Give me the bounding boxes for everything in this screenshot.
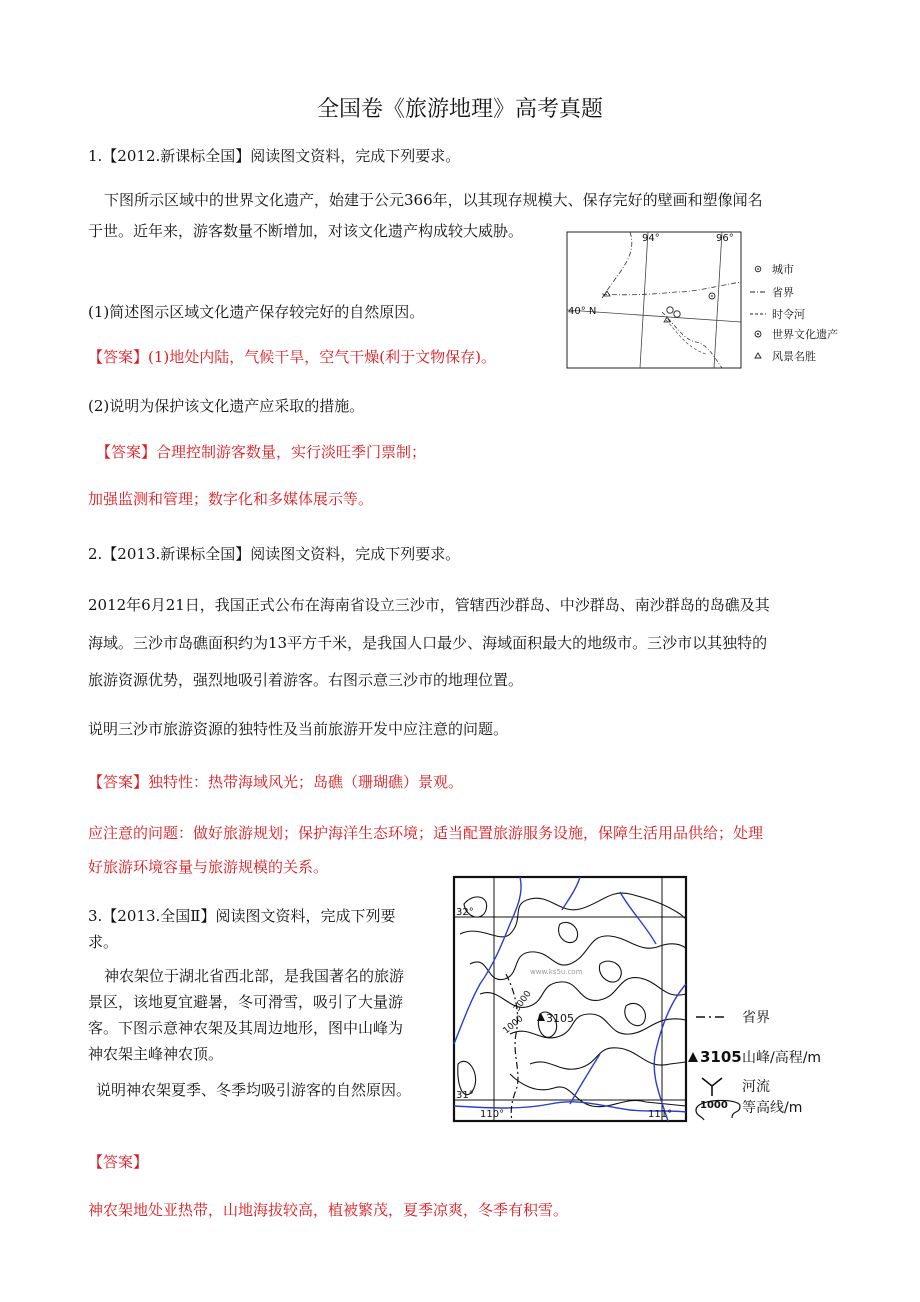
legend-scenic: 风景名胜 xyxy=(772,350,816,363)
q2-answer2: 应注意的问题：做好旅游规划；保护海洋生态环境；适当配置旅游服务设施，保障生活用品供给；处理 xyxy=(88,824,764,842)
page-title: 全国卷《旅游地理》高考真题 xyxy=(316,97,603,122)
q1-sub1: (1)简述图示区域文化遗产保存较完好的自然原因。 xyxy=(88,303,425,321)
lon-96-label: 96° xyxy=(716,233,734,244)
contour-1000-label: 1000 xyxy=(501,1013,526,1037)
q3-intro-line4: 神农架主峰神农顶。 xyxy=(88,1045,224,1063)
q3-intro-line1: 神农架位于湖北省西北部，是我国著名的旅游 xyxy=(104,967,405,985)
q3-heading-line1: 3.【2013.全国Ⅱ】阅读图文资料，完成下列要 xyxy=(88,907,396,925)
q1-intro-line1: 下图所示区域中的世界文化遗产，始建于公元366年，以其现存规模大、保存完好的壁画和塑像闻名 xyxy=(104,191,763,209)
q2-para-line1: 2012年6月21日，我国正式公布在海南省设立三沙市，管辖西沙群岛、中沙群岛、南沙群岛的岛礁及其 xyxy=(88,596,770,614)
watermark: www.ks5u.com xyxy=(530,968,583,976)
legend-river: 河流 xyxy=(742,1079,770,1095)
lon-110-label: 110° xyxy=(480,1109,505,1120)
q2-para-line2: 海域。三沙市岛礁面积约为13平方千米，是我国人口最少、海域面积最大的地级市。三沙市以其独特的 xyxy=(88,634,768,652)
shennongjia-map xyxy=(450,874,830,1126)
legend-heritage: 世界文化遗产 xyxy=(772,328,838,341)
q3-intro-line2: 景区，该地夏宜避暑，冬可滑雪，吸引了大量游 xyxy=(88,993,404,1011)
legend-border: 省界 xyxy=(772,286,794,299)
q2-question: 说明三沙市旅游资源的独特性及当前旅游开发中应注意的问题。 xyxy=(88,720,509,738)
legend-contour-value: 1000 xyxy=(700,1100,728,1111)
legend-province-border: 省界 xyxy=(742,1010,770,1026)
legend-contour: 等高线/m xyxy=(742,1100,803,1116)
q1-sub2: (2)说明为保护该文化遗产应采取的措施。 xyxy=(88,397,365,415)
lat-31-label: 31° xyxy=(456,1090,474,1101)
legend-peak-value: 3105 xyxy=(700,1048,742,1066)
q2-answer1: 【答案】独特性：热带海域风光；岛礁（珊瑚礁）景观。 xyxy=(88,773,464,791)
legend-peak: 山峰/高程/m xyxy=(742,1050,822,1066)
q3-intro-line3: 客。下图示意神农架及其周边地形，图中山峰为 xyxy=(88,1019,404,1037)
q1-answer1: 【答案】(1)地处内陆，气候干旱，空气干燥(利于文物保存)。 xyxy=(88,348,496,366)
q1-answer2b: 加强监测和管理；数字化和多媒体展示等。 xyxy=(88,490,374,508)
q2-heading: 2.【2013.新课标全国】阅读图文资料，完成下列要求。 xyxy=(88,545,461,563)
q3-question: 说明神农架夏季、冬季均吸引游客的自然原因。 xyxy=(96,1081,412,1099)
lat-32-label: 32° xyxy=(456,907,474,918)
lat-40-label: 40° N xyxy=(568,306,597,317)
q3-answer: 神农架地处亚热带，山地海拔较高，植被繁茂，夏季凉爽，冬季有积雪。 xyxy=(88,1201,569,1219)
lon-111-label: 111° xyxy=(648,1109,673,1120)
q1-heading: 1.【2012.新课标全国】阅读图文资料，完成下列要求。 xyxy=(88,147,461,165)
q1-answer2a: 【答案】合理控制游客数量，实行淡旺季门票制； xyxy=(96,443,427,461)
legend-city: 城市 xyxy=(772,263,794,276)
dunhuang-map xyxy=(566,230,846,372)
legend-seasonal-river: 时令河 xyxy=(772,308,805,321)
q3-heading-line2: 求。 xyxy=(88,933,119,951)
q3-answer-label: 【答案】 xyxy=(88,1153,149,1171)
contour-3000-label: 3000 xyxy=(512,989,534,1014)
lon-94-label: 94° xyxy=(642,233,660,244)
peak-elevation-label: 3105 xyxy=(546,1012,574,1025)
q2-para-line3: 旅游资源优势，强烈地吸引着游客。右图示意三沙市的地理位置。 xyxy=(88,671,524,689)
q1-intro-line2: 于世。近年来，游客数量不断增加，对该文化遗产构成较大威胁。 xyxy=(88,222,524,240)
q2-answer3: 好旅游环境容量与旅游规模的关系。 xyxy=(88,858,329,876)
